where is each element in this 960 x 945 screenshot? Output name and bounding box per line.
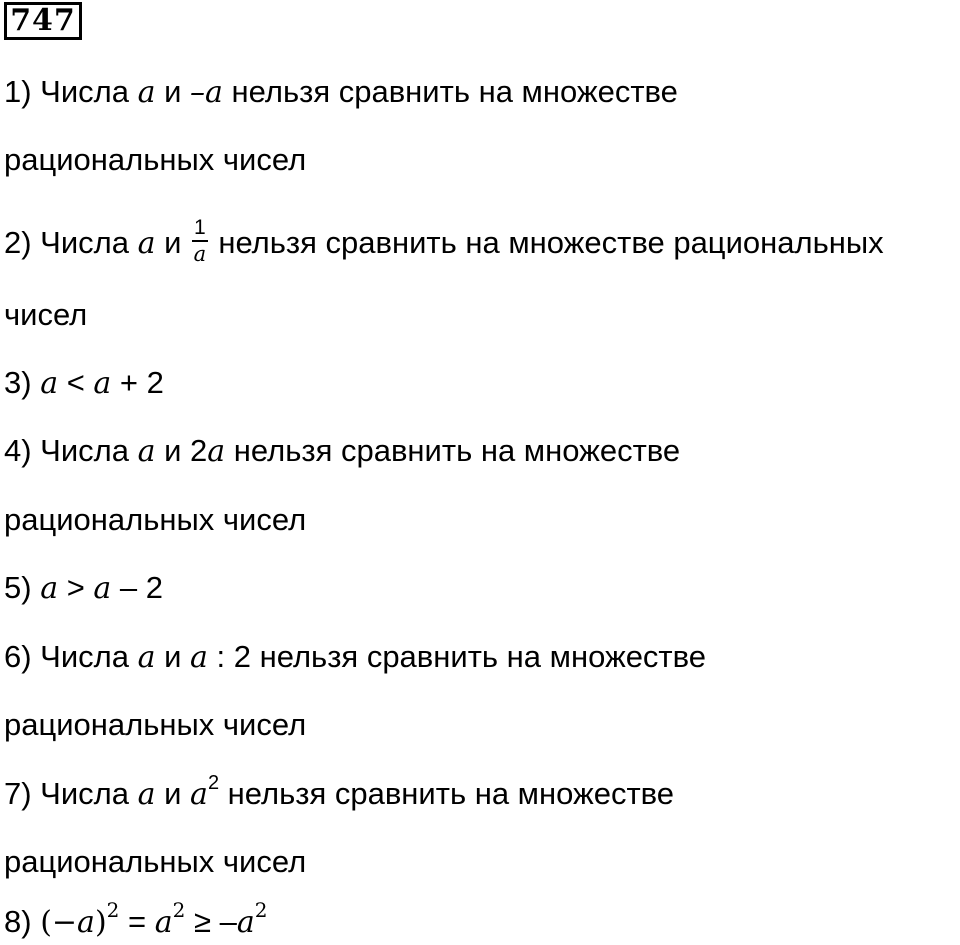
conjunction-coefficient: и 2: [155, 433, 208, 468]
conjunction: и: [155, 776, 191, 811]
item-1-prefix: 1) Числа: [4, 74, 138, 109]
item-8-prefix: 8): [4, 904, 41, 939]
variable-a: a: [190, 640, 208, 675]
conjunction: и: [155, 74, 191, 109]
right-paren: ): [94, 905, 107, 940]
greater-than-sign: >: [58, 570, 94, 605]
item-7-continuation: рациональных чисел: [4, 844, 307, 879]
neg-a-expression: –a: [190, 75, 223, 110]
less-than-sign: <: [58, 365, 94, 400]
variable-a: a: [93, 366, 112, 401]
item-2-line: [4, 216, 884, 270]
exponent: 2: [172, 897, 186, 922]
item-7-prefix: 7) Числа: [4, 776, 138, 811]
item-3-text: + 2: [111, 365, 164, 400]
variable-a: a: [190, 777, 208, 812]
conjunction: и: [155, 225, 191, 261]
item-7-line: [4, 771, 675, 813]
variable-a: a: [207, 434, 226, 469]
item-6-text: : 2 нельзя сравнить на множестве: [207, 639, 706, 674]
variable-a: a: [137, 640, 156, 675]
item-5-line: [4, 570, 163, 607]
item-2-text: нельзя сравнить на множестве рациональных: [209, 225, 884, 261]
fraction-numerator: 1: [192, 216, 208, 242]
exponent: 2: [254, 897, 268, 922]
item-2-prefix: 2) Числа: [4, 225, 138, 261]
item-3-line: [4, 365, 164, 402]
variable-a: a: [40, 571, 59, 606]
item-1-line: [4, 74, 678, 111]
item-7-text: нельзя сравнить на множестве: [219, 776, 675, 811]
item-2-continuation: чисел: [4, 297, 88, 332]
item-6-continuation: рациональных чисел: [4, 707, 307, 742]
variable-a: a: [137, 777, 156, 812]
item-4-continuation: рациональных чисел: [4, 502, 307, 537]
item-8-line: [4, 897, 268, 941]
exponent: 2: [106, 897, 120, 922]
variable-a: a: [137, 75, 156, 110]
item-1-text: нельзя сравнить на множестве: [222, 74, 678, 109]
item-6-line: [4, 639, 706, 676]
fraction-denominator: a: [193, 242, 207, 266]
variable-a: a: [154, 905, 173, 940]
item-4-prefix: 4) Числа: [4, 433, 138, 468]
exercise-number-box: 747: [4, 2, 82, 40]
item-1-continuation: рациональных чисел: [4, 142, 307, 177]
variable-a: a: [40, 366, 59, 401]
item-5-text: – 2: [111, 570, 164, 605]
neg-a-expression: −a: [51, 905, 95, 940]
conjunction: и: [155, 639, 191, 674]
variable-a: a: [236, 905, 255, 940]
item-3-prefix: 3): [4, 365, 41, 400]
greater-equal-neg: ≥ –: [185, 904, 237, 939]
item-4-text: нельзя сравнить на множестве: [225, 433, 681, 468]
item-5-prefix: 5): [4, 570, 41, 605]
variable-a: a: [93, 571, 112, 606]
item-4-line: [4, 433, 680, 470]
item-6-prefix: 6) Числа: [4, 639, 138, 674]
exponent: 2: [207, 771, 220, 794]
equals-sign: =: [119, 904, 155, 939]
left-paren: (: [40, 905, 52, 940]
variable-a: a: [137, 226, 156, 262]
variable-a: a: [137, 434, 156, 469]
fraction-one-over-a: [192, 216, 208, 266]
